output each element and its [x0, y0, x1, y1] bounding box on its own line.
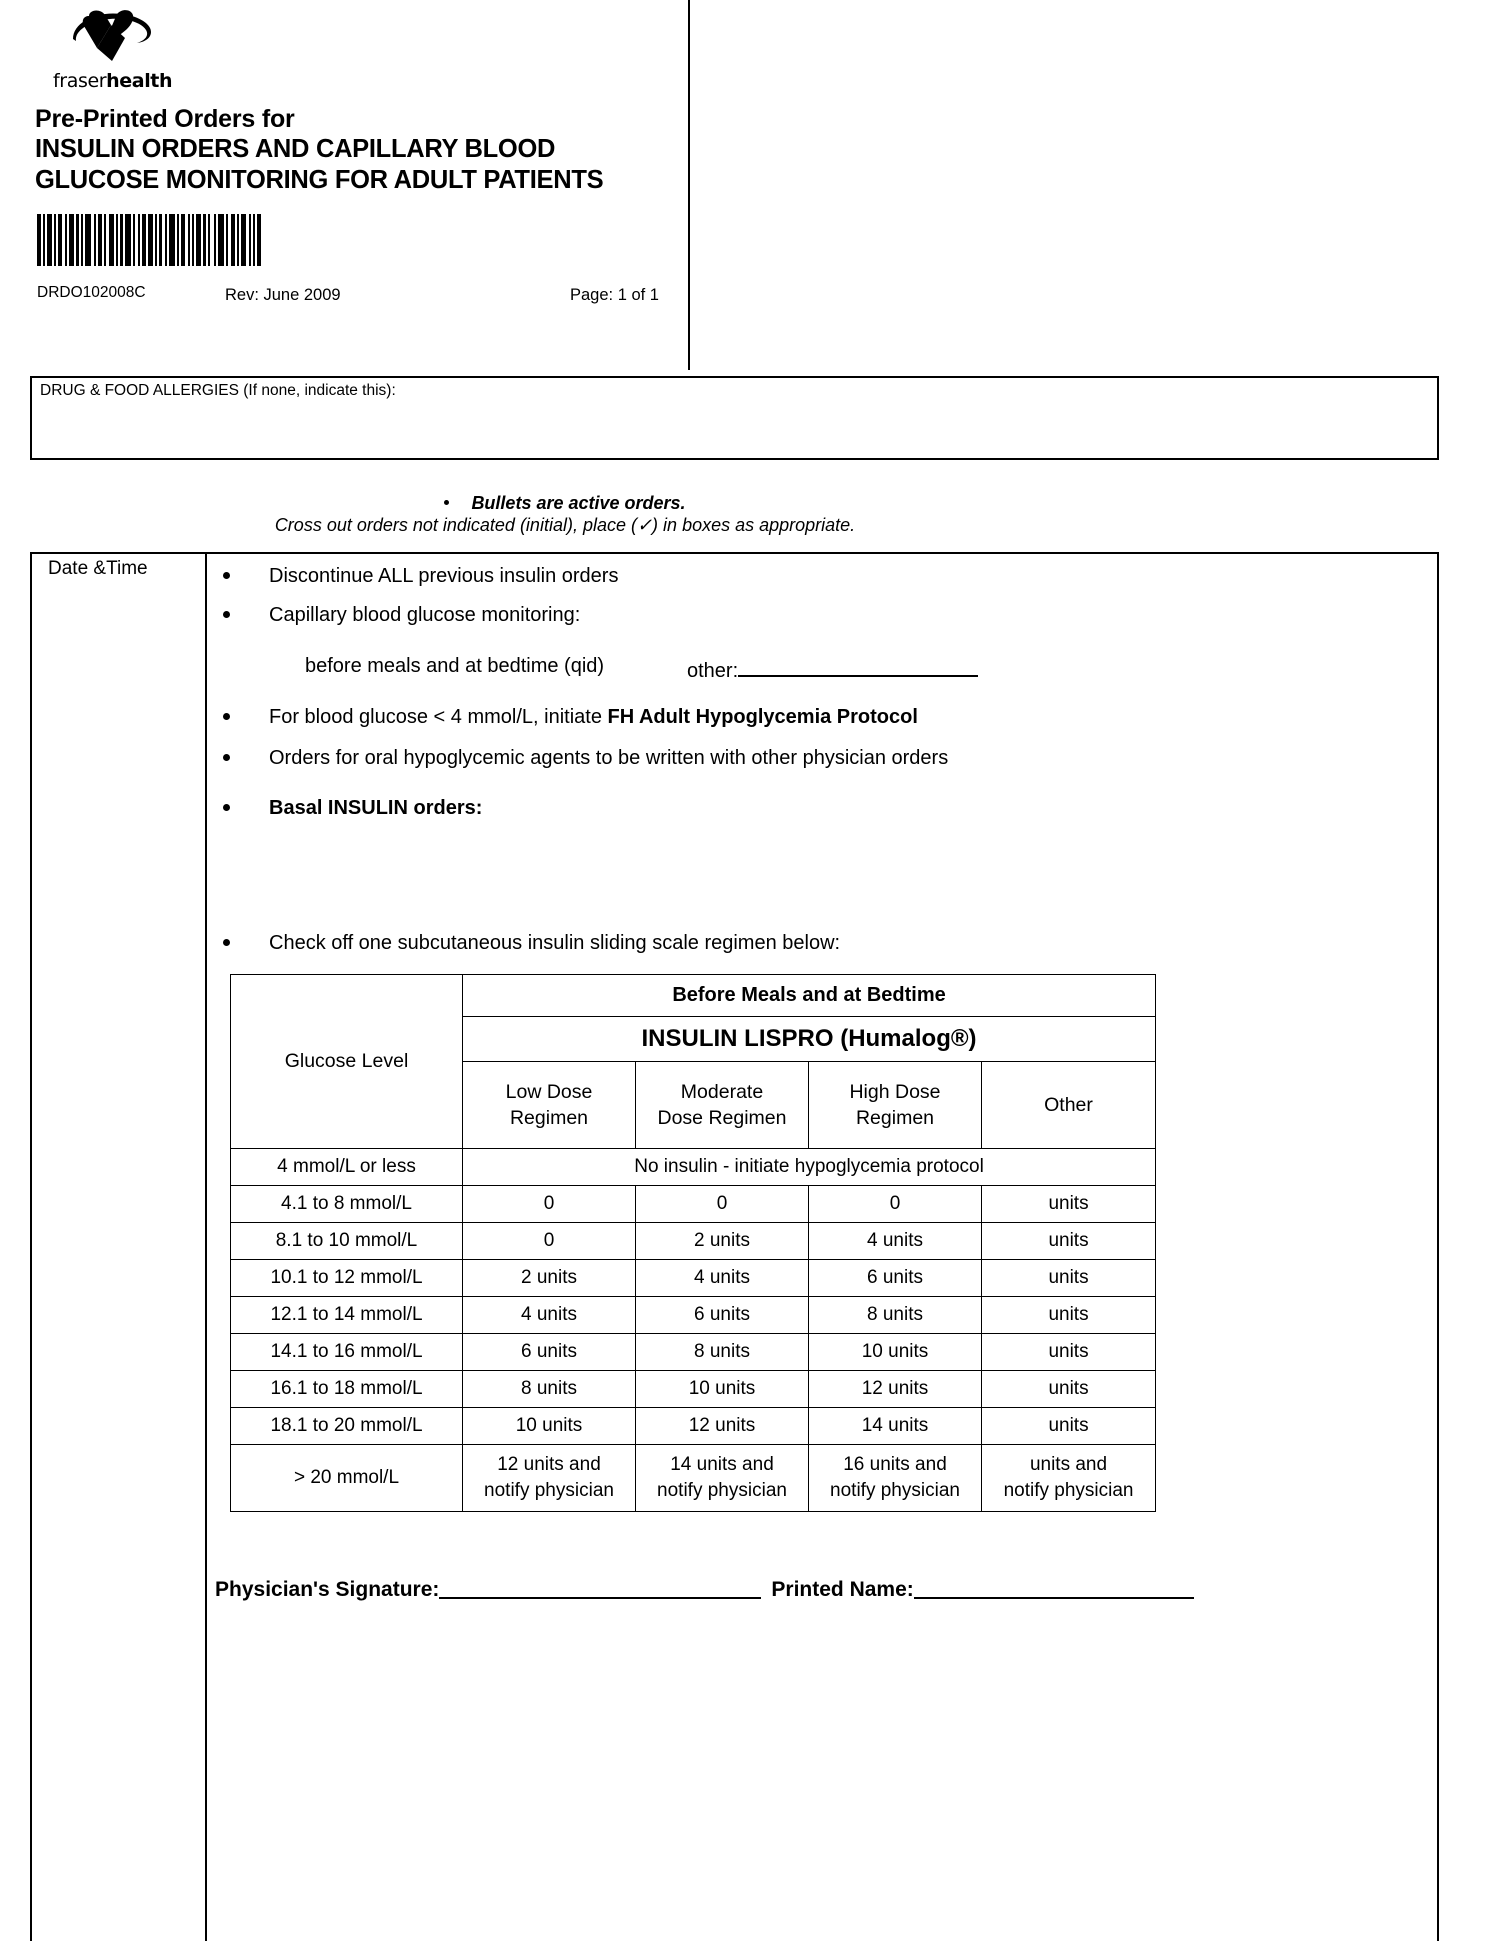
- cell-other-dose[interactable]: units and notify physician: [982, 1445, 1156, 1512]
- cell-low-dose: 2 units: [463, 1260, 636, 1297]
- cell-high-dose: 12 units: [809, 1371, 982, 1408]
- cell-moderate-dose: 6 units: [636, 1297, 809, 1334]
- orders-frame: [30, 552, 1439, 1941]
- order-check-sliding-scale[interactable]: [223, 930, 840, 956]
- order-oral-hypoglycemic-label: Orders for oral hypoglycemic agents to be written with other physician orders: [269, 747, 949, 769]
- bullet-dot-icon: [223, 611, 230, 618]
- sliding-scale-table: [230, 974, 1156, 1512]
- cbg-frequency-option-qid[interactable]: [305, 655, 604, 678]
- cell-other-dose[interactable]: units: [982, 1371, 1156, 1408]
- instructions-block: [0, 492, 1130, 537]
- table-row: [231, 1408, 1156, 1445]
- table-row: [231, 1260, 1156, 1297]
- cell-glucose-level: 8.1 to 10 mmol/L: [231, 1223, 463, 1260]
- cell-low-dose: 0: [463, 1223, 636, 1260]
- form-code: DRDO102008C: [37, 284, 146, 301]
- cell-hypoglycemia-protocol: No insulin - initiate hypoglycemia protocol: [463, 1149, 1156, 1186]
- heart-swoosh-icon: [67, 8, 167, 70]
- logo-word-health: health: [106, 70, 173, 92]
- fraser-health-logo: [53, 8, 183, 93]
- printed-name-input[interactable]: [914, 1596, 1194, 1599]
- cell-low-dose: 12 units and notify physician: [463, 1445, 636, 1512]
- bullet-dot-icon: [223, 713, 230, 720]
- title-line-insulin: INSULIN ORDERS AND CAPILLARY BLOOD: [35, 135, 556, 163]
- header-glucose-level: Glucose Level: [231, 975, 463, 1149]
- title-line-preprinted: Pre-Printed Orders for: [35, 105, 295, 133]
- cell-high-dose: 10 units: [809, 1334, 982, 1371]
- order-discontinue-previous-label: Discontinue ALL previous insulin orders: [269, 565, 619, 587]
- cell-other-dose[interactable]: units: [982, 1334, 1156, 1371]
- bullet-dot-icon: [444, 500, 449, 505]
- instruction-crossout: Cross out orders not indicated (initial), place (✓) in boxes as appropriate.: [274, 515, 856, 535]
- allergies-box[interactable]: [30, 376, 1439, 460]
- header-moderate-dose-regimen: Moderate Dose Regimen: [636, 1062, 809, 1149]
- cell-moderate-dose: 4 units: [636, 1260, 809, 1297]
- cbg-frequency-other-label: other:: [687, 660, 739, 682]
- table-header-band-row: [231, 975, 1156, 1017]
- date-time-column[interactable]: [32, 554, 207, 1941]
- bullet-dot-icon: [223, 754, 230, 761]
- table-row: [231, 1223, 1156, 1260]
- bullet-dot-icon: [223, 939, 230, 946]
- header-high-dose-regimen: High Dose Regimen: [809, 1062, 982, 1149]
- cell-low-dose: 6 units: [463, 1334, 636, 1371]
- table-row: [231, 1445, 1156, 1512]
- cell-moderate-dose: 2 units: [636, 1223, 809, 1260]
- cell-other-dose[interactable]: units: [982, 1186, 1156, 1223]
- cell-moderate-dose: 14 units and notify physician: [636, 1445, 809, 1512]
- document-header: [35, 0, 690, 370]
- logo-word-fraser: fraser: [53, 70, 107, 92]
- cbg-frequency-qid-label: before meals and at bedtime (qid): [305, 655, 605, 677]
- cell-high-dose: 4 units: [809, 1223, 982, 1260]
- cell-moderate-dose: 0: [636, 1186, 809, 1223]
- table-row: [231, 1186, 1156, 1223]
- cell-high-dose: 16 units and notify physician: [809, 1445, 982, 1512]
- table-row: [231, 1334, 1156, 1371]
- cbg-frequency-option-other[interactable]: [687, 655, 978, 683]
- allergies-label: DRUG & FOOD ALLERGIES (If none, indicate this):: [40, 382, 396, 399]
- cbg-frequency-other-input[interactable]: [738, 655, 978, 677]
- cell-other-dose[interactable]: units: [982, 1260, 1156, 1297]
- table-row: [231, 1149, 1156, 1186]
- instruction-bullets-active: [0, 492, 1130, 514]
- order-hypoglycemia-plain: For blood glucose < 4 mmol/L, initiate: [269, 706, 608, 728]
- printed-name-label: Printed Name:: [771, 1578, 914, 1601]
- cell-glucose-level: 10.1 to 12 mmol/L: [231, 1260, 463, 1297]
- order-cbg-monitoring-label: Capillary blood glucose monitoring:: [269, 604, 581, 626]
- cell-high-dose: 0: [809, 1186, 982, 1223]
- header-other: Other: [982, 1062, 1156, 1149]
- revision-date: Rev: June 2009: [225, 286, 341, 304]
- logo-wordmark: [53, 70, 172, 92]
- cell-moderate-dose: 10 units: [636, 1371, 809, 1408]
- order-hypoglycemia-bold: FH Adult Hypoglycemia Protocol: [607, 706, 918, 728]
- physician-signature-input[interactable]: [439, 1596, 761, 1599]
- cell-glucose-level: 16.1 to 18 mmol/L: [231, 1371, 463, 1408]
- sliding-scale-body: [231, 1149, 1156, 1512]
- document-title: [35, 104, 690, 196]
- cell-other-dose[interactable]: units: [982, 1223, 1156, 1260]
- order-discontinue-previous[interactable]: [223, 563, 618, 589]
- cell-high-dose: 6 units: [809, 1260, 982, 1297]
- cell-low-dose: 0: [463, 1186, 636, 1223]
- order-basal-insulin-label: Basal INSULIN orders:: [269, 797, 483, 819]
- order-cbg-monitoring[interactable]: [223, 602, 580, 628]
- barcode-icon: [37, 214, 263, 266]
- cell-moderate-dose: 12 units: [636, 1408, 809, 1445]
- cell-glucose-level: > 20 mmol/L: [231, 1445, 463, 1512]
- document-meta-row: [35, 284, 690, 308]
- cell-high-dose: 8 units: [809, 1297, 982, 1334]
- order-oral-hypoglycemic-agents[interactable]: [223, 745, 948, 771]
- cell-low-dose: 8 units: [463, 1371, 636, 1408]
- order-hypoglycemia-protocol[interactable]: [223, 704, 918, 730]
- cell-glucose-level: 12.1 to 14 mmol/L: [231, 1297, 463, 1334]
- cell-glucose-level: 4 mmol/L or less: [231, 1149, 463, 1186]
- cell-moderate-dose: 8 units: [636, 1334, 809, 1371]
- cell-high-dose: 14 units: [809, 1408, 982, 1445]
- orders-body: [207, 554, 1437, 1941]
- instruction-line-1-text: Bullets are active orders.: [471, 493, 686, 513]
- page-number: Page: 1 of 1: [570, 286, 659, 304]
- table-row: [231, 1297, 1156, 1334]
- cell-glucose-level: 18.1 to 20 mmol/L: [231, 1408, 463, 1445]
- order-check-sliding-scale-label: Check off one subcutaneous insulin sliding scale regimen below:: [269, 932, 841, 954]
- title-line-glucose: GLUCOSE MONITORING FOR ADULT PATIENTS: [35, 166, 604, 194]
- cell-other-dose[interactable]: units: [982, 1408, 1156, 1445]
- cell-low-dose: 10 units: [463, 1408, 636, 1445]
- bullet-dot-icon: [223, 572, 230, 579]
- header-low-dose-regimen: Low Dose Regimen: [463, 1062, 636, 1149]
- cell-glucose-level: 4.1 to 8 mmol/L: [231, 1186, 463, 1223]
- cell-other-dose[interactable]: units: [982, 1297, 1156, 1334]
- bullet-dot-icon: [223, 804, 230, 811]
- date-time-label: Date &Time: [48, 558, 148, 579]
- cell-glucose-level: 14.1 to 16 mmol/L: [231, 1334, 463, 1371]
- table-row: [231, 1371, 1156, 1408]
- header-before-meals-bedtime: Before Meals and at Bedtime: [463, 975, 1156, 1017]
- signature-row: [215, 1578, 1194, 1602]
- physician-signature-label: Physician's Signature:: [215, 1578, 440, 1601]
- cell-low-dose: 4 units: [463, 1297, 636, 1334]
- header-insulin-lispro: INSULIN LISPRO (Humalog®): [463, 1017, 1156, 1062]
- order-basal-insulin[interactable]: [223, 795, 482, 821]
